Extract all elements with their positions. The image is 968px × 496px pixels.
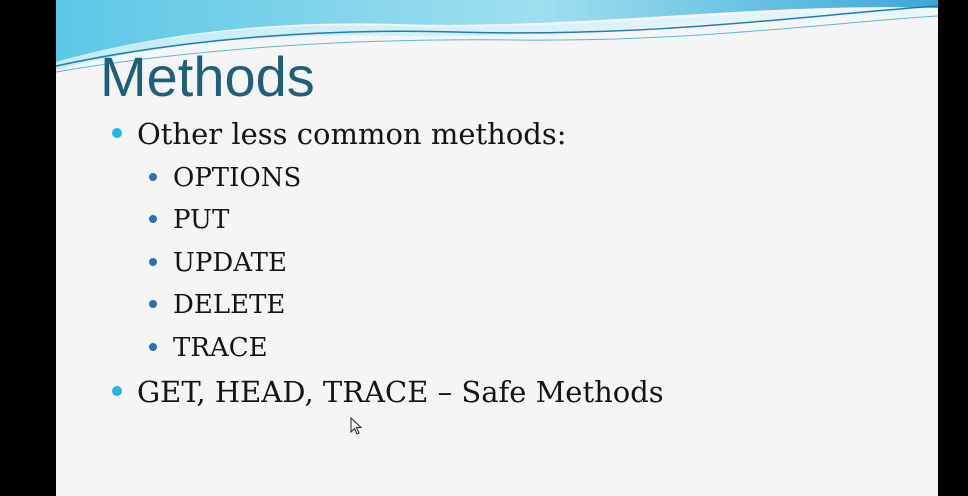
bullet-dot-icon: [112, 386, 122, 396]
sub-bullet-dot-icon: [149, 300, 157, 308]
slide-title: Methods: [100, 45, 315, 108]
sub-bullet-text: DELETE: [173, 290, 286, 320]
sub-bullet-text: UPDATE: [173, 248, 287, 278]
bullet-list: [56, 0, 938, 496]
bullet-text: Other less common methods:: [137, 117, 567, 151]
sub-bullet-item: [149, 161, 301, 195]
sub-bullet-item: [149, 331, 268, 365]
sub-bullet-dot-icon: [149, 258, 157, 266]
sub-bullet-text: TRACE: [173, 333, 268, 363]
sub-bullet-item: [149, 203, 229, 237]
sub-bullet-dot-icon: [149, 343, 157, 351]
mouse-pointer-icon: [350, 417, 362, 435]
sub-bullet-dot-icon: [149, 215, 157, 223]
bullet-item: [112, 374, 664, 410]
sub-bullet-text: OPTIONS: [173, 163, 302, 193]
bullet-dot-icon: [112, 128, 122, 138]
sub-bullet-item: [149, 246, 287, 280]
sub-bullet-text: PUT: [173, 205, 230, 235]
sub-bullet-dot-icon: [149, 173, 157, 181]
slide: [56, 0, 938, 496]
bullet-text: GET, HEAD, TRACE – Safe Methods: [137, 375, 664, 409]
sub-bullet-item: [149, 288, 285, 322]
bullet-item: [112, 116, 567, 152]
